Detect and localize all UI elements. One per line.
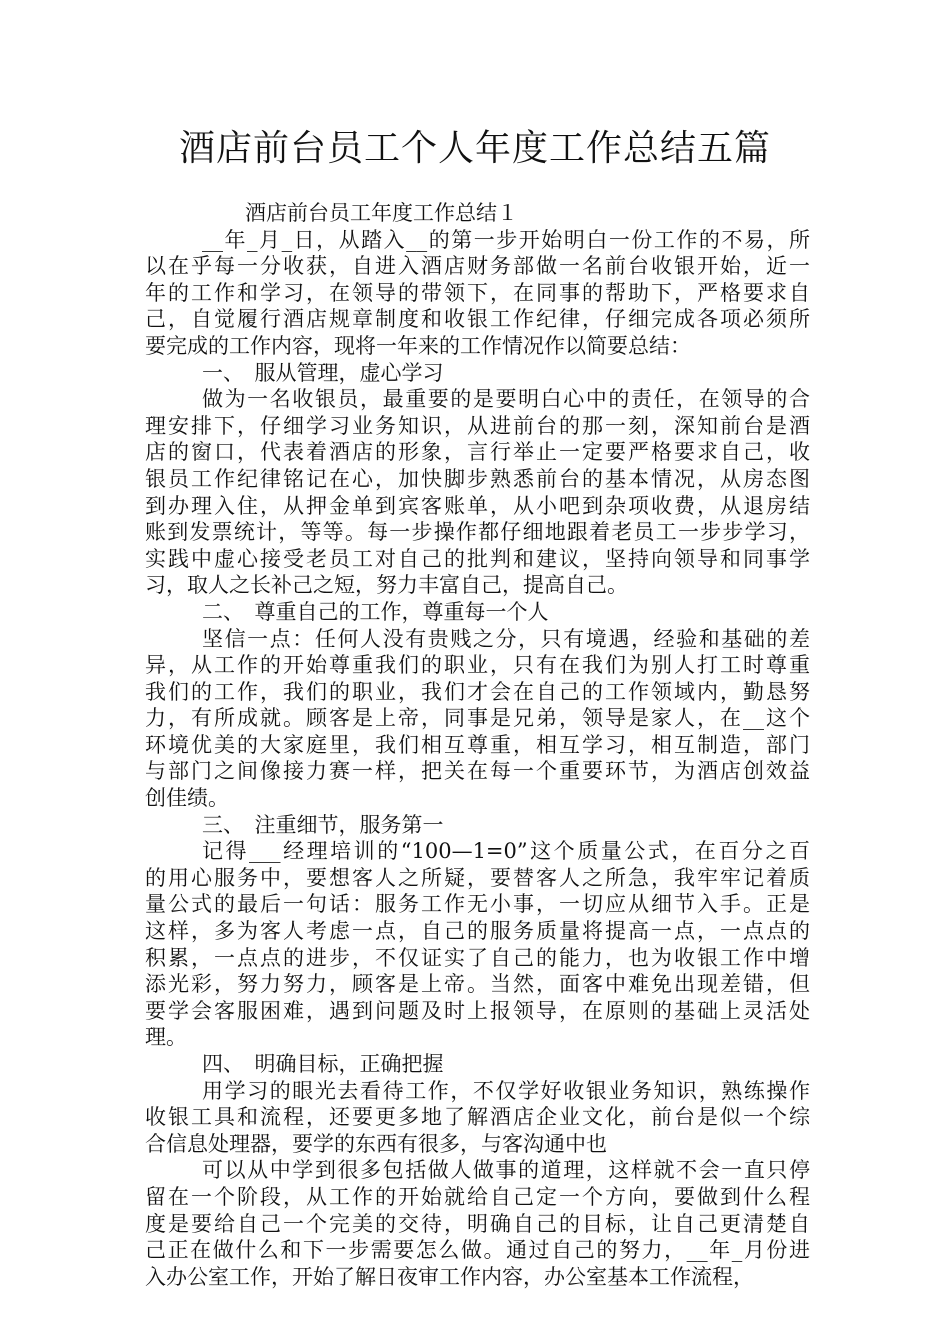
paragraph-line: 可以从中学到很多包括做人做事的道理，这样就不会一直只停 — [202, 1158, 810, 1183]
paragraph-line: 己，自觉履行酒店规章制度和收银工作纪律，仔细完成各项必须所 — [145, 307, 810, 332]
paragraph-line: 合信息处理器，要学的东西有很多，与客沟通中也 — [145, 1131, 607, 1156]
section-heading: 一、 服从管理，虚心学习 — [202, 360, 444, 385]
paragraph-line: 用学习的眼光去看待工作，不仅学好收银业务知识，熟练操作 — [202, 1078, 810, 1103]
paragraph-line: 理。 — [145, 1025, 187, 1050]
section-heading: 二、 尊重自己的工作，尊重每一个人 — [202, 599, 549, 624]
paragraph-line: 收银工具和流程，还要更多地了解酒店企业文化，前台是似一个综 — [145, 1105, 810, 1130]
paragraph-line: 店的窗口，代表着酒店的形象，言行举止一定要严格要求自己，收 — [145, 440, 810, 465]
paragraph-line: 环境优美的大家庭里，我们相互尊重，相互学习，相互制造，部门 — [145, 732, 810, 757]
section-subtitle: 酒店前台员工年度工作总结１ — [245, 201, 518, 225]
paragraph-line: 坚信一点：任何人没有贵贱之分，只有境遇，经验和基础的差 — [202, 626, 810, 651]
paragraph-line: 异，从工作的开始尊重我们的职业，只有在我们为别人打工时尊重 — [145, 653, 810, 678]
paragraph-line: 理安排下，仔细学习业务知识，从进前台的那一刻，深知前台是酒 — [145, 413, 810, 438]
paragraph-line: 年的工作和学习，在领导的带领下，在同事的帮助下，严格要求自 — [145, 280, 810, 305]
paragraph-line: 做为一名收银员，最重要的是要明白心中的责任，在领导的合 — [202, 387, 810, 412]
paragraph-line: 的用心服务中，要想客人之所疑，要替客人之所急，我牢牢记着质 — [145, 865, 810, 890]
paragraph-line: 到办理入住，从押金单到宾客账单，从小吧到杂项收费，从退房结 — [145, 493, 810, 518]
paragraph-line: 要学会客服困难，遇到问题及时上报领导，在原则的基础上灵活处 — [145, 998, 810, 1023]
paragraph-line: 银员工作纪律铭记在心，加快脚步熟悉前台的基本情况，从房态图 — [145, 466, 810, 491]
section-heading: 四、 明确目标，正确把握 — [202, 1052, 444, 1076]
paragraph-line: 账到发票统计，等等。每一步操作都仔细地跟着老员工一步步学习， — [145, 520, 810, 545]
paragraph-line: 己正在做什么和下一步需要怎么做。通过自己的努力，__年_月份进 — [145, 1238, 810, 1263]
paragraph-line: 积累，一点点的进步，不仅证实了自己的能力，也为收银工作中增 — [145, 945, 810, 970]
paragraph-line: 入办公室工作，开始了解日夜审工作内容，办公室基本工作流程， — [145, 1264, 754, 1289]
paragraph-line: 记得___经理培训的“100—1=0”这个质量公式，在百分之百 — [202, 839, 810, 864]
paragraph-line: 添光彩，努力努力，顾客是上帝。当然，面客中难免出现差错，但 — [145, 972, 810, 997]
paragraph-line: 量公式的最后一句话：服务工作无小事，一切应从细节入手。正是 — [145, 892, 810, 917]
paragraph-line: 这样，多为客人考虑一点，自己的服务质量将提高一点，一点点的 — [145, 919, 810, 944]
document-body — [145, 200, 810, 1290]
paragraph-line: 习，取人之长补己之短，努力丰富自己，提高自己。 — [145, 573, 628, 598]
paragraph-line: 留在一个阶段，从工作的开始就给自己定一个方向，要做到什么程 — [145, 1184, 810, 1209]
paragraph-line: 实践中虚心接受老员工对自己的批判和建议，坚持向领导和同事学 — [145, 546, 810, 571]
paragraph-line: 要完成的工作内容，现将一年来的工作情况作以简要总结： — [145, 333, 691, 358]
document-title: 酒店前台员工个人年度工作总结五篇 — [178, 128, 771, 169]
paragraph-line: 以在乎每一分收获，自进入酒店财务部做一名前台收银开始，近一 — [145, 254, 810, 279]
paragraph-line: __年_月_日，从踏入__的第一步开始明白一份工作的不易，所 — [202, 227, 810, 252]
paragraph-line: 力，有所成就。顾客是上帝，同事是兄弟，领导是家人，在__这个 — [145, 706, 810, 731]
paragraph-line: 创佳绩。 — [145, 786, 229, 811]
paragraph-line: 与部门之间像接力赛一样，把关在每一个重要环节，为酒店创效益 — [145, 759, 810, 784]
paragraph-line: 度是要给自己一个完美的交待，明确自己的目标，让自己更清楚自 — [145, 1211, 810, 1236]
section-heading: 三、 注重细节，服务第一 — [202, 812, 444, 837]
paragraph-line: 我们的工作，我们的职业，我们才会在自己的工作领域内，勤恳努 — [145, 679, 810, 704]
